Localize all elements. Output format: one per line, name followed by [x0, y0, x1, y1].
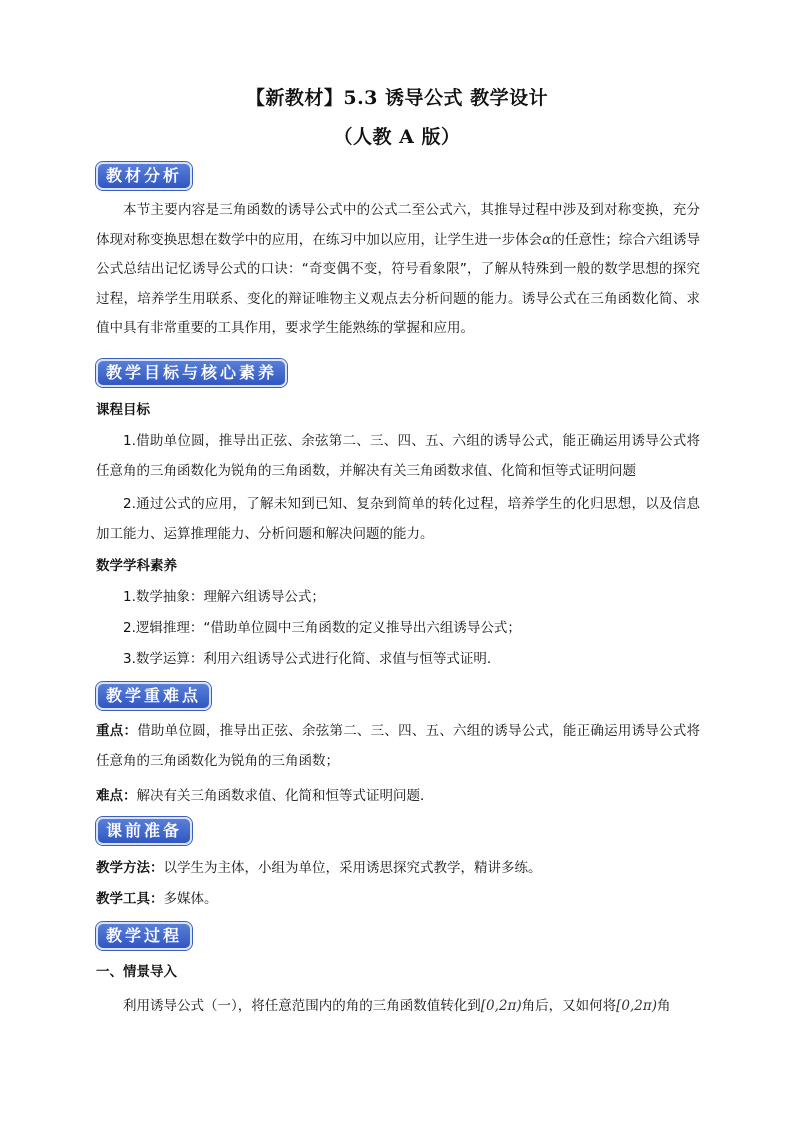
- section-badge-analysis: 教材分析: [96, 162, 192, 190]
- teaching-method-line: [96, 858, 542, 878]
- teaching-tool-label: 教学工具：: [96, 891, 164, 907]
- teaching-method-label: 教学方法：: [96, 860, 164, 876]
- document-title: 【新教材】5.3 诱导公式 教学设计: [245, 87, 549, 109]
- key-point-paragraph: [96, 717, 700, 776]
- difficult-point-line: [96, 786, 434, 806]
- literacy-heading: 数学学科素养: [96, 558, 177, 574]
- process-intro-part-2: 角后，又如何将: [521, 998, 617, 1014]
- interval-2: [0,2π): [616, 998, 658, 1014]
- key-point-text: 借助单位圆，推导出正弦、余弦第二、三、四、五、六组的诱导公式，能正确运用诱导公式将任意角的三角函数化为锐角的三角函数；: [96, 723, 701, 769]
- section-badge-goals: 教学目标与核心素养: [96, 359, 287, 387]
- teaching-method-text: 以学生为主体，小组为单位，采用诱思探究式教学，精讲多练。: [163, 860, 542, 876]
- difficult-point-text: 解决有关三角函数求值、化简和恒等式证明问题．: [136, 788, 434, 804]
- process-intro-part-3: 角: [657, 998, 671, 1014]
- difficult-point-label: 难点：: [96, 788, 137, 804]
- course-goal-1: 1.借助单位圆，推导出正弦、余弦第二、三、四、五、六组的诱导公式，能正确运用诱导公式将任意角的三角函数化为锐角的三角函数，并解决有关三角函数求值、化简和恒等式证明问题: [96, 433, 700, 479]
- teaching-tool-text: 多媒体。: [163, 891, 218, 907]
- alpha-symbol: α: [542, 231, 552, 248]
- course-goals-heading: 课程目标: [96, 402, 150, 418]
- analysis-text-before: 本节主要内容是三角函数的诱导公式中的公式二至公式六，其推导过程中涉及到对称变换，充分体现对称变换思想在数学中的应用，在练习中加以应用，让学生进一步体会: [96, 202, 700, 248]
- section-badge-difficulty: 教学重难点: [96, 682, 211, 710]
- teaching-tool-line: [96, 889, 218, 909]
- process-intro-line: [123, 996, 671, 1016]
- literacy-item-3: 3.数学运算：利用六组诱导公式进行化简、求值与恒等式证明.: [123, 651, 492, 667]
- document-subtitle: （人教 A 版）: [333, 126, 461, 148]
- course-goal-2: 2.通过公式的应用，了解未知到已知、复杂到简单的转化过程，培养学生的化归思想，以及信息加工能力、运算推理能力、分析问题和解决问题的能力。: [96, 496, 700, 542]
- literacy-item-2: 2.逻辑推理：“借助单位圆中三角函数的定义推导出六组诱导公式；: [123, 620, 521, 636]
- process-intro-part-1: 利用诱导公式（一），将任意范围内的角的三角函数值转化到: [123, 998, 481, 1014]
- process-heading: 一、情景导入: [96, 964, 177, 980]
- key-point-label: 重点：: [96, 723, 138, 739]
- section-badge-process: 教学过程: [96, 922, 192, 950]
- section-badge-prep: 课前准备: [96, 817, 192, 845]
- interval-1: [0,2π): [480, 998, 522, 1014]
- literacy-item-1: 1.数学抽象：理解六组诱导公式；: [123, 589, 325, 605]
- analysis-text-after: 的任意性；综合六组诱导公式总结出记忆诱导公式的口诀：“奇变偶不变，符号看象限”，了解从特殊到一般的数学思想的探究过程，培养学生用联系、变化的辩证唯物主义观点去分析问题的能力。诱导公式在三角函数化简、求值中具有非常重要的工具作用，要求学生能熟练的掌握和应用。: [96, 231, 700, 336]
- analysis-paragraph: [96, 196, 700, 344]
